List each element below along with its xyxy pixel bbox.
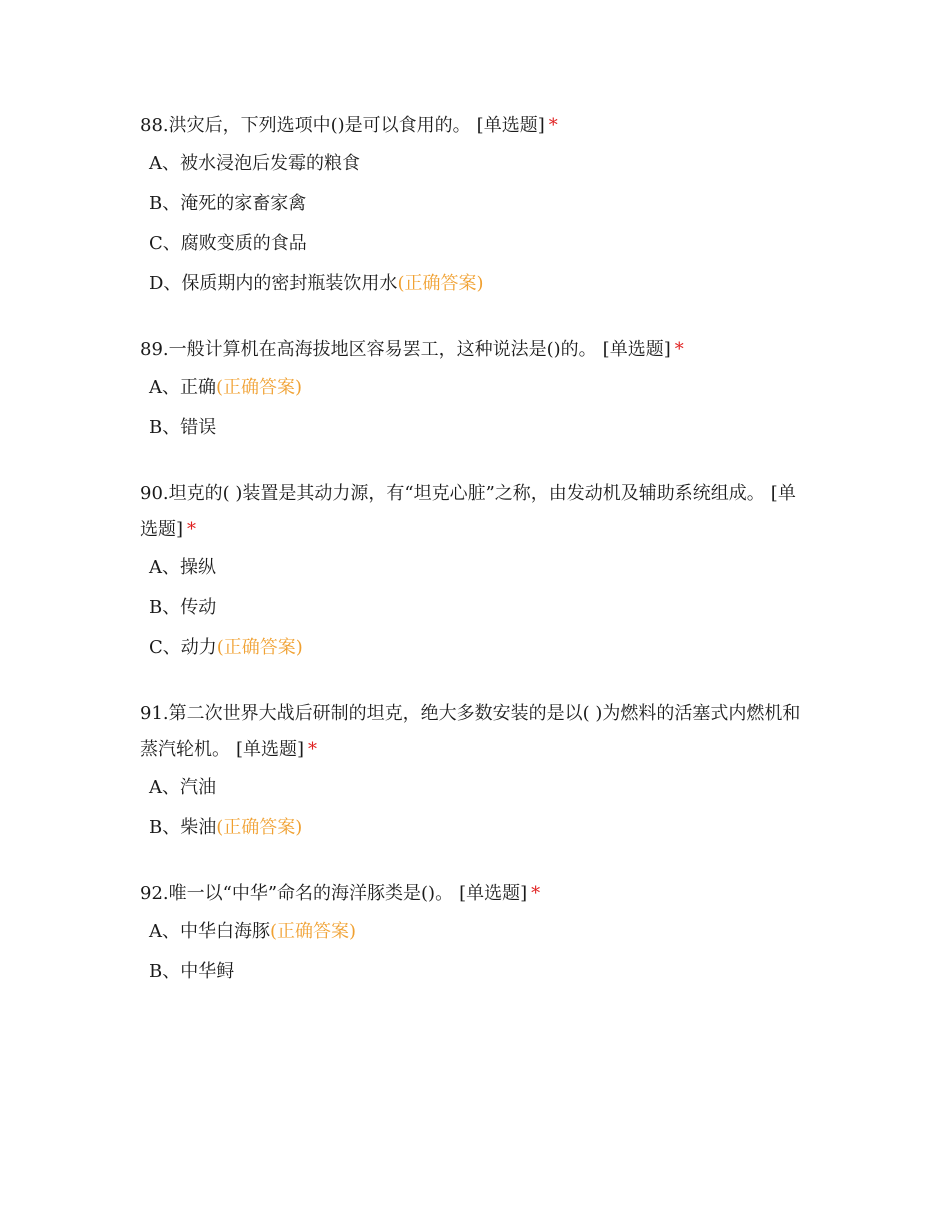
question-text: 90.坦克的( )装置是其动力源，有“坦克心脏”之称，由发动机及辅助系统组成。 bbox=[140, 483, 765, 504]
required-mark: * bbox=[531, 883, 541, 904]
question-type-label: [单选题] bbox=[602, 339, 671, 360]
question-title bbox=[140, 108, 810, 144]
option-item bbox=[140, 230, 810, 258]
option-text: B、中华鲟 bbox=[149, 961, 235, 982]
option-item bbox=[140, 918, 810, 946]
correct-answer-tag: (正确答案) bbox=[216, 637, 303, 658]
option-text: A、汽油 bbox=[149, 777, 216, 798]
option-item bbox=[140, 554, 810, 582]
option-item bbox=[140, 270, 810, 298]
option-text: B、柴油 bbox=[149, 817, 217, 838]
option-item bbox=[140, 958, 810, 986]
option-text: C、腐败变质的食品 bbox=[149, 233, 307, 254]
question-title bbox=[140, 696, 810, 768]
question-title bbox=[140, 332, 810, 368]
correct-answer-tag: (正确答案) bbox=[216, 377, 303, 398]
option-text: A、中华白海豚 bbox=[149, 921, 270, 942]
correct-answer-tag: (正确答案) bbox=[397, 273, 484, 294]
option-text: B、淹死的家畜家禽 bbox=[149, 193, 307, 214]
option-text: A、被水浸泡后发霉的粮食 bbox=[149, 153, 360, 174]
option-text: C、动力 bbox=[149, 637, 217, 658]
option-text: B、错误 bbox=[149, 417, 217, 438]
option-item bbox=[140, 774, 810, 802]
question-type-label: [单选题] bbox=[140, 483, 796, 540]
question-title bbox=[140, 876, 810, 912]
option-item bbox=[140, 190, 810, 218]
option-item bbox=[140, 374, 810, 402]
option-item bbox=[140, 150, 810, 178]
option-item bbox=[140, 814, 810, 842]
question-title bbox=[140, 476, 810, 548]
option-text: A、正确 bbox=[149, 377, 216, 398]
question-90 bbox=[140, 476, 810, 662]
required-mark: * bbox=[187, 519, 197, 540]
option-item bbox=[140, 634, 810, 662]
question-text: 91.第二次世界大战后研制的坦克，绝大多数安装的是以( )为燃料的活塞式内燃机和蒸汽轮机。 bbox=[140, 703, 801, 760]
question-92 bbox=[140, 876, 810, 986]
required-mark: * bbox=[674, 339, 684, 360]
question-text: 88.洪灾后，下列选项中()是可以食用的。 bbox=[140, 115, 471, 136]
question-type-label: [单选题] bbox=[236, 739, 305, 760]
option-text: A、操纵 bbox=[149, 557, 216, 578]
option-text: B、传动 bbox=[149, 597, 217, 618]
option-item bbox=[140, 414, 810, 442]
required-mark: * bbox=[548, 115, 558, 136]
question-text: 92.唯一以“中华”命名的海洋豚类是()。 bbox=[140, 883, 454, 904]
question-type-label: [单选题] bbox=[459, 883, 528, 904]
quiz-document bbox=[140, 108, 810, 1020]
question-91 bbox=[140, 696, 810, 842]
required-mark: * bbox=[308, 739, 318, 760]
question-type-label: [单选题] bbox=[476, 115, 545, 136]
question-88 bbox=[140, 108, 810, 298]
correct-answer-tag: (正确答案) bbox=[270, 921, 357, 942]
question-89 bbox=[140, 332, 810, 442]
question-text: 89.一般计算机在高海拔地区容易罢工，这种说法是()的。 bbox=[140, 339, 597, 360]
correct-answer-tag: (正确答案) bbox=[216, 817, 303, 838]
option-text: D、保质期内的密封瓶装饮用水 bbox=[149, 273, 398, 294]
option-item bbox=[140, 594, 810, 622]
